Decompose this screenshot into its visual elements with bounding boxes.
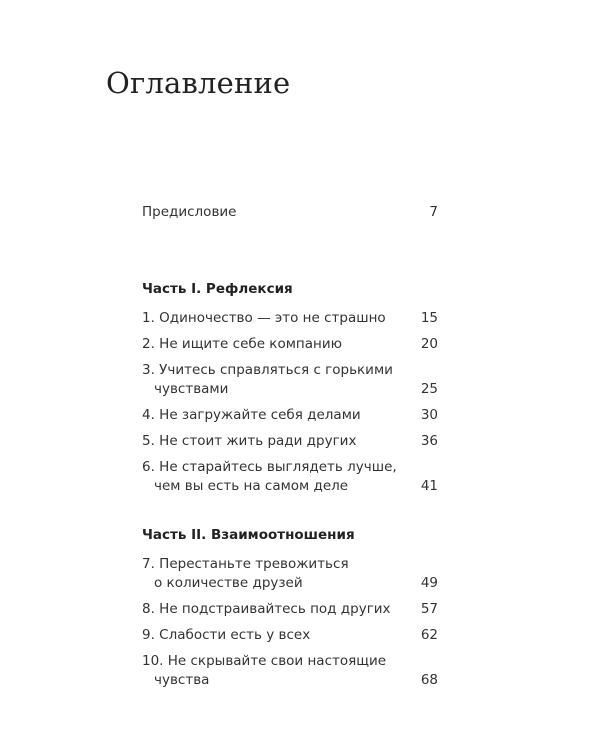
part-1-title: Часть I. Рефлексия <box>142 281 293 297</box>
entry-page-number: 62 <box>420 627 438 643</box>
toc-entry <box>142 600 438 619</box>
entry-page-number: 7 <box>429 204 438 220</box>
toc-entry <box>142 626 438 645</box>
entry-title-line-1: 3. Учитесь справляться с горькими <box>142 362 393 378</box>
entry-title <box>142 458 421 496</box>
entry-page-number: 57 <box>420 601 438 617</box>
entry-title-line-2: чувствами <box>154 381 229 397</box>
entry-title-line-2: чем вы есть на самом деле <box>154 478 349 494</box>
toc-entry <box>142 309 438 328</box>
toc-entry-preface <box>142 203 438 222</box>
entry-page-number: 36 <box>420 433 438 449</box>
entry-page-number: 25 <box>420 381 438 397</box>
entry-page-number: 49 <box>420 575 438 591</box>
entry-title: 9. Слабости есть у всех <box>142 627 311 643</box>
entry-title-line-1: 7. Перестаньте тревожиться <box>142 556 349 572</box>
entry-title: 8. Не подстраивайтесь под других <box>142 601 391 617</box>
toc-entry <box>142 432 438 451</box>
entry-title: 4. Не загружайте себя делами <box>142 407 361 423</box>
entry-title-line-1: 10. Не скрывайте свои настоящие <box>142 653 387 669</box>
entry-page-number: 20 <box>420 336 438 352</box>
entry-page-number: 30 <box>420 407 438 423</box>
toc-entry <box>142 335 438 354</box>
toc-entry <box>142 652 438 690</box>
entry-title: 1. Одиночество — это не страшно <box>142 310 386 326</box>
toc-entry <box>142 458 438 496</box>
entry-title-line-2: о количестве друзей <box>154 575 303 591</box>
toc-entry <box>142 555 438 593</box>
entry-title <box>142 361 421 399</box>
entry-title-line-1: 6. Не старайтесь выглядеть лучше, <box>142 459 397 475</box>
entry-page-number: 68 <box>420 672 438 688</box>
entry-title <box>142 555 421 593</box>
entry-title: 5. Не стоит жить ради других <box>142 433 357 449</box>
entry-title: 2. Не ищите себе компанию <box>142 336 342 352</box>
part-2-title: Часть II. Взаимоотношения <box>142 527 355 543</box>
entry-page-number: 41 <box>420 478 438 494</box>
toc-entry <box>142 406 438 425</box>
entry-page-number: 15 <box>420 310 438 326</box>
toc-entry <box>142 361 438 399</box>
entry-title <box>142 652 421 690</box>
entry-title-line-2: чувства <box>154 672 210 688</box>
page-title: Оглавление <box>106 66 291 100</box>
table-of-contents <box>142 203 438 690</box>
entry-title: Предисловие <box>142 204 237 220</box>
